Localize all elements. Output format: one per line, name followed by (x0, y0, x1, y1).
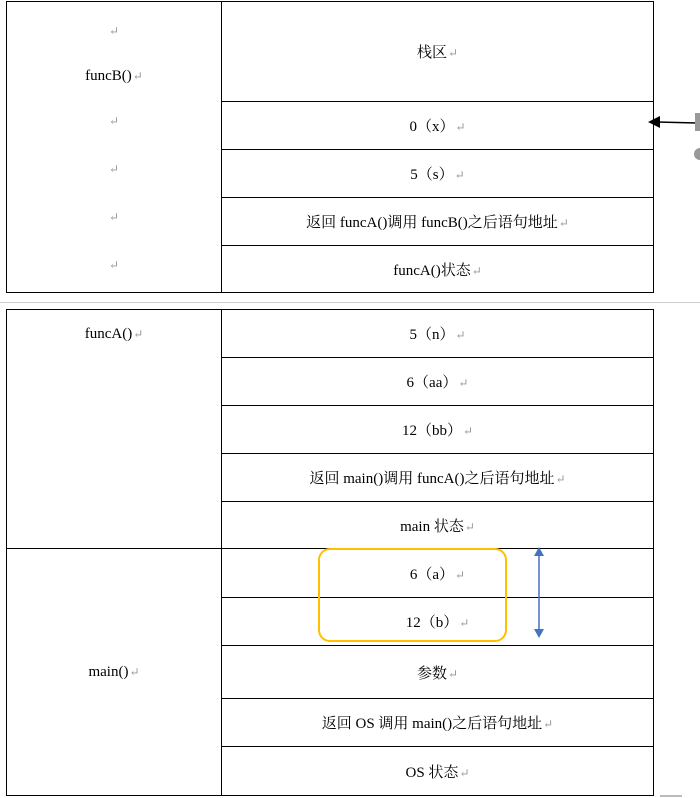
stack-cell (221, 1, 654, 102)
stack-cell (221, 501, 654, 549)
stack-cell (221, 357, 654, 406)
scroll-marker (660, 795, 682, 797)
funcB-label-cell (6, 1, 222, 293)
cell-text: 参数 ↵ (417, 662, 458, 683)
shape-handle-icon (695, 113, 700, 131)
paragraph-mark: ↵ (108, 210, 120, 224)
paragraph-mark: ↵ (108, 24, 120, 38)
cell-text: 6（aa） ↵ (407, 371, 469, 392)
cell-text: 12（bb） ↵ (402, 419, 473, 440)
page-break (0, 302, 700, 303)
cell-text: 12（b） ↵ (406, 611, 470, 632)
cell-text: 0（x） ↵ (409, 115, 465, 136)
stack-cell (221, 197, 654, 246)
funcA-label-cell (6, 309, 222, 549)
double-arrow (530, 545, 548, 641)
main-label-cell (6, 548, 222, 796)
stack-cell (221, 453, 654, 502)
stack-cell (221, 101, 654, 150)
cell-text: 5（n） ↵ (409, 323, 465, 344)
funcA-label: funcA() ↵ (85, 326, 144, 343)
cell-text: 返回 OS 调用 main()之后语句地址 ↵ (322, 712, 553, 733)
highlight-box (318, 548, 507, 642)
funcB-label: funcB() ↵ (85, 68, 143, 84)
stack-cell (221, 245, 654, 293)
paragraph-mark: ↵ (108, 162, 120, 176)
cell-text: 返回 funcA()调用 funcB()之后语句地址 ↵ (306, 211, 569, 232)
stack-cell (221, 645, 654, 699)
stack-cell (221, 746, 654, 796)
main-label: main() ↵ (88, 664, 139, 681)
cell-text: 栈区 ↵ (417, 41, 458, 62)
cell-text: 返回 main()调用 funcA()之后语句地址 ↵ (309, 467, 565, 488)
cell-text: 6（a） ↵ (410, 563, 465, 584)
cell-text: 5（s） ↵ (410, 163, 464, 184)
cell-text: funcA()状态 ↵ (393, 259, 482, 280)
pointer-arrow (645, 110, 700, 170)
paragraph-mark: ↵ (108, 114, 120, 128)
paragraph-mark: ↵ (108, 258, 120, 272)
cell-text: main 状态 ↵ (400, 515, 475, 536)
stack-cell (221, 405, 654, 454)
stack-cell (221, 309, 654, 358)
stack-cell (221, 698, 654, 747)
stack-cell (221, 149, 654, 198)
cell-text: OS 状态 ↵ (406, 761, 470, 782)
